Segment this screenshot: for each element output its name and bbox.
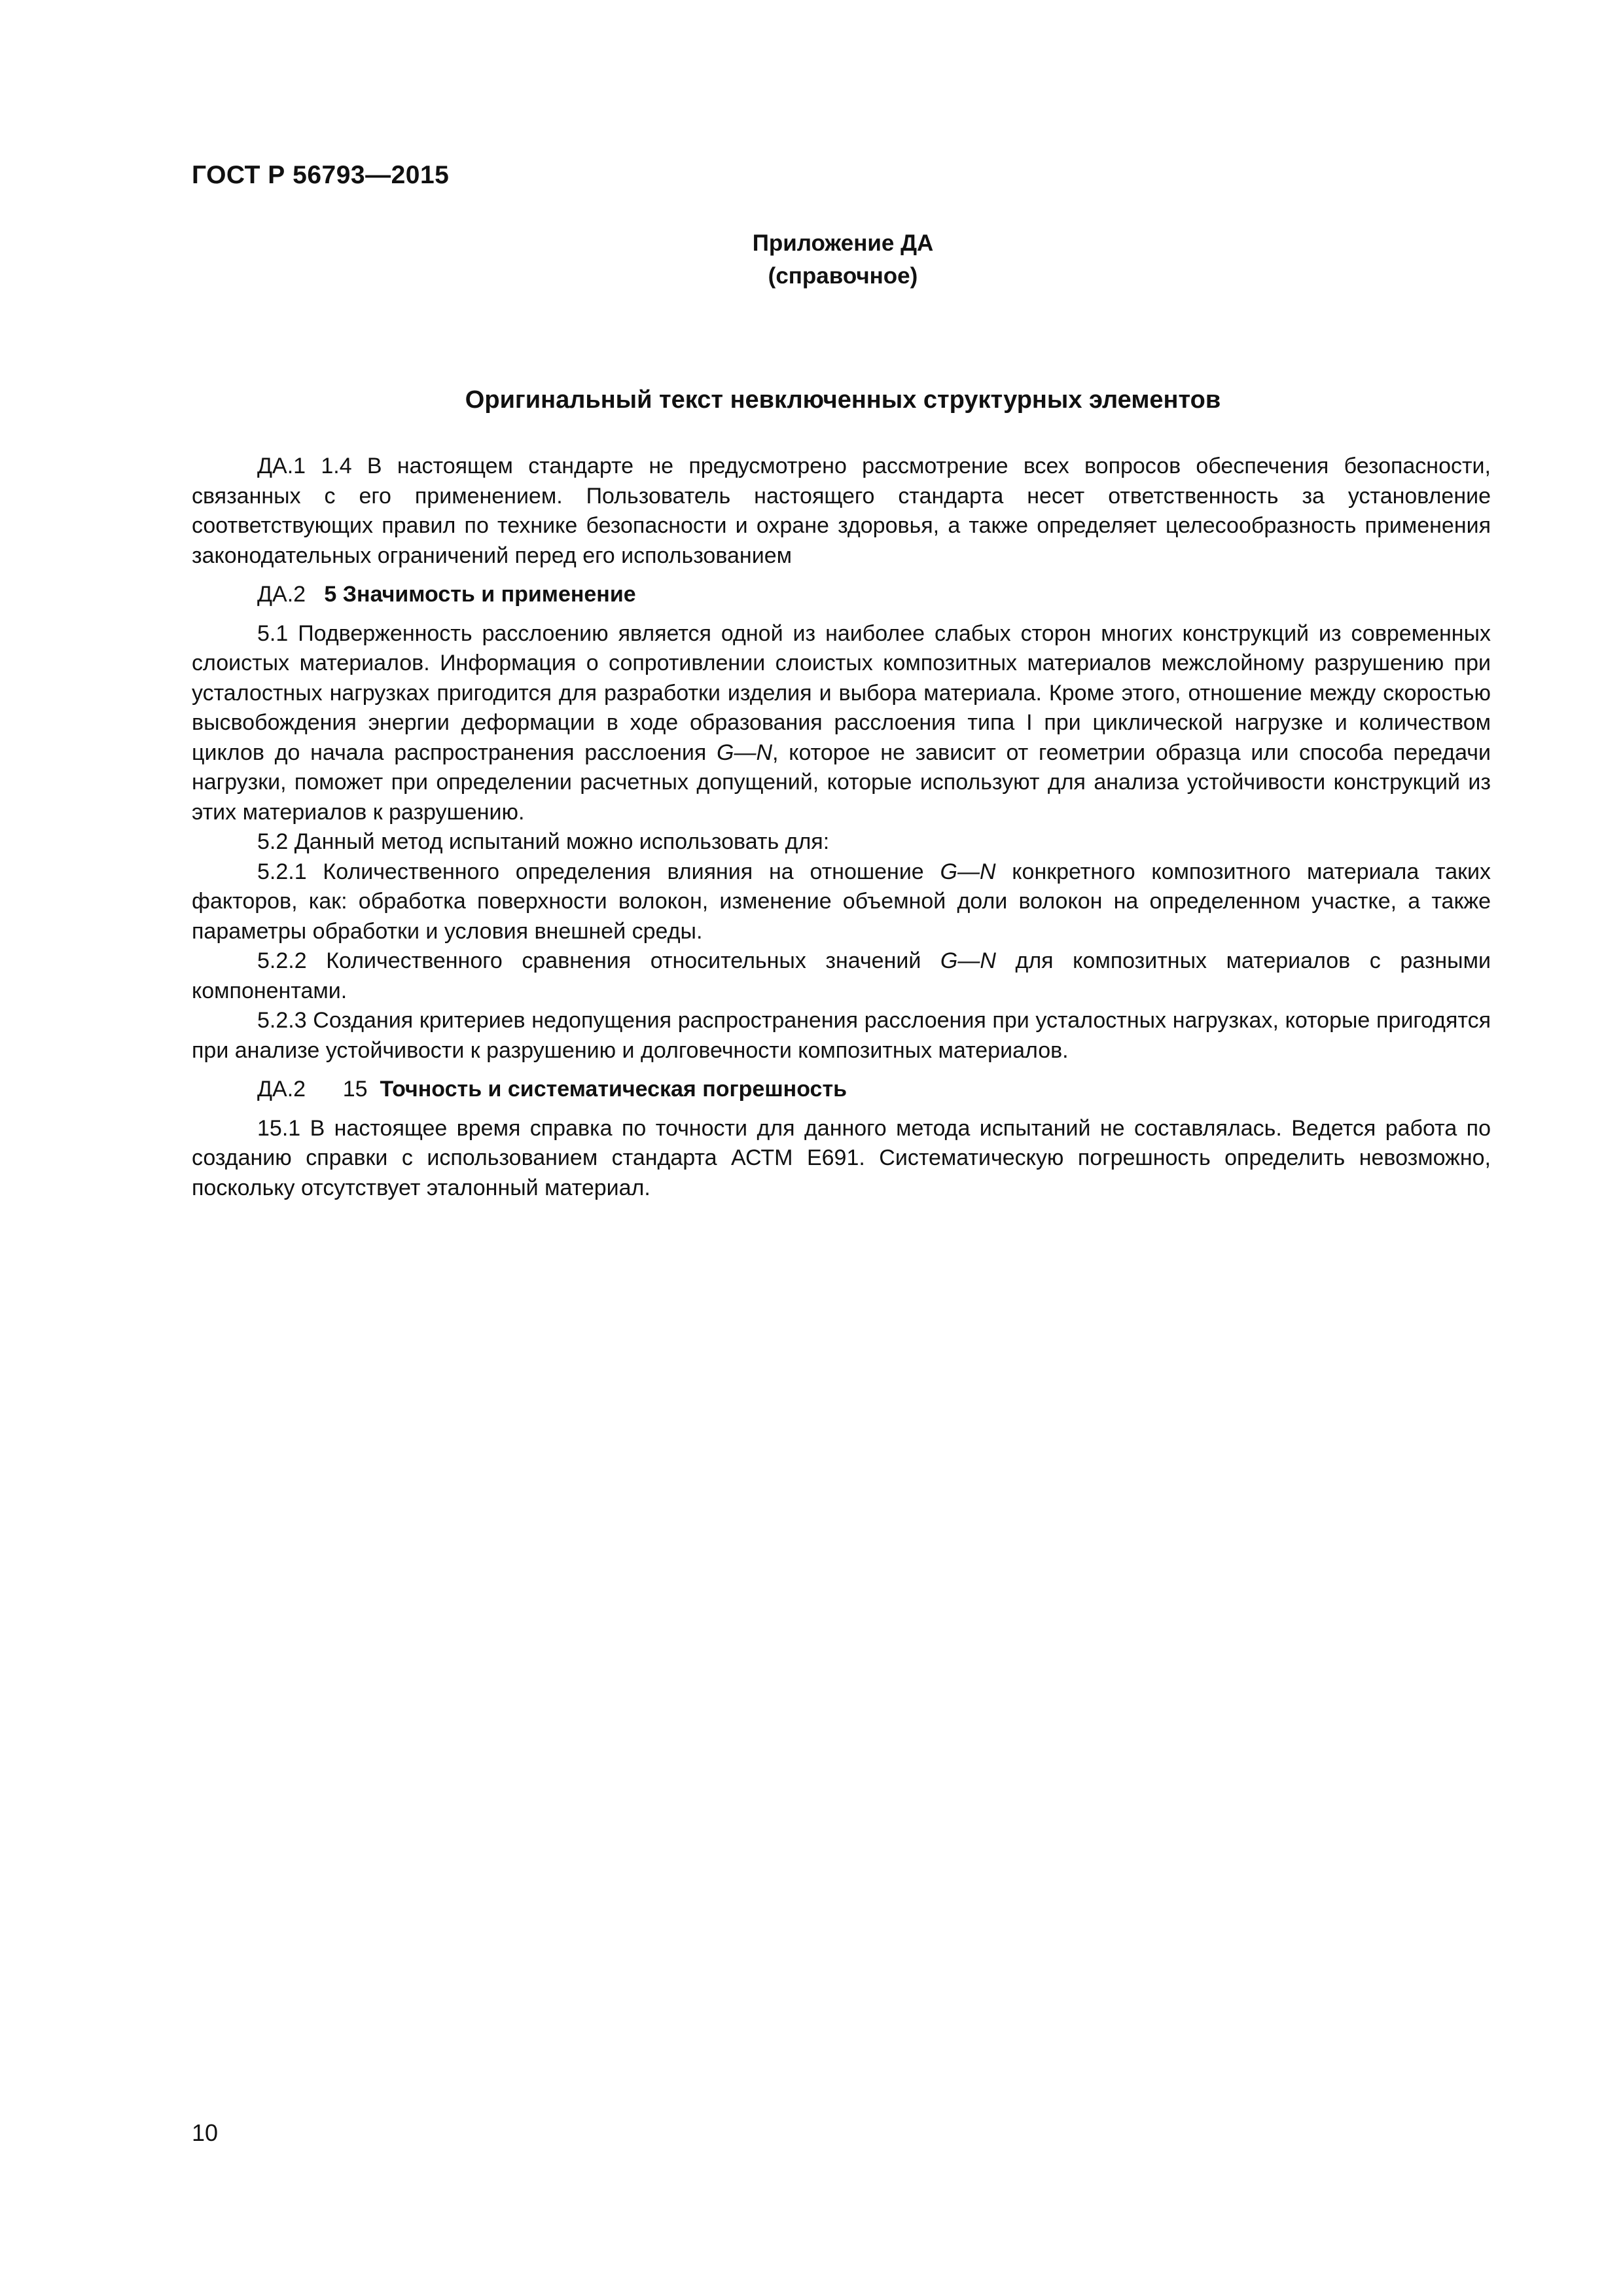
document-id: ГОСТ Р 56793—2015	[192, 161, 450, 189]
heading-prefix: ДА.2	[257, 1077, 306, 1102]
heading-title: Точность и систематическая погрешность	[380, 1077, 847, 1102]
paragraph-text: 5.2.1 Количественного определения влияния на отношение	[257, 859, 940, 884]
paragraph-text: 5.2.2 Количественного сравнения относительных значений	[257, 948, 940, 973]
appendix-label: Приложение ДА	[752, 230, 934, 256]
paragraph-text-tail: , которое не зависит от геометрии образца или способа передачи нагрузки, поможет при определении расчетных допущений, которые используют для анализа устойчивости конструкций из этих материалов к разрушению.	[192, 740, 1491, 825]
section-title: Оригинальный текст невключенных структурных элементов	[465, 386, 1221, 414]
paragraph-5-2: 5.2 Данный метод испытаний можно использовать для:	[257, 829, 830, 854]
heading-number: 15	[342, 1077, 368, 1102]
paragraph-da-1-1-4: ДА.1 1.4 В настоящем стандарте не предусмотрено рассмотрение всех вопросов обеспечения безопасности, связанных с его применением. Пользователь настоящего стандарта несет ответственность за установление соответствующих правил по технике безопасности и охране здоровья, а также определяет целесообразность применения законодательных ограничений перед его использованием	[192, 454, 1491, 568]
paragraph-15-1: 15.1 В настоящее время справка по точности для данного метода испытаний не составлялась. Ведется работа по созданию справки с использованием стандарта АСТМ Е691. Систематическую погрешность определить невозможно, поскольку отсутствует эталонный материал.	[192, 1115, 1491, 1200]
gn-term: G—N	[940, 948, 996, 973]
heading-significance	[192, 580, 1491, 610]
paragraph-text-tail: для композитных материалов с разными компонентами.	[192, 948, 1491, 1003]
document-body	[192, 452, 1491, 1203]
paragraph-5-2-2	[192, 946, 1491, 1006]
appendix-type: (справочное)	[768, 263, 918, 289]
paragraph-5-1	[192, 619, 1491, 828]
heading-prefix: ДА.2	[257, 582, 306, 607]
gn-term: G—N	[940, 859, 996, 884]
gn-term: G—N	[717, 740, 773, 765]
paragraph-5-2-3: 5.2.3 Создания критериев недопущения распространения расслоения при усталостных нагрузках, которые пригодятся при анализе устойчивости к разрушению и долговечности композитных материалов.	[192, 1008, 1491, 1063]
paragraph-text: 5.1 Подверженность расслоению является одной из наиболее слабых сторон многих конструкций из современных слоистых материалов. Информация о сопротивлении слоистых композитных материалов межслойному разрушению при усталостных нагрузках пригодится для разработки изделия и выбора материала. Кроме этого, отношение между скоростью высвобождения энергии деформации в ходе образования расслоения типа I при циклической нагрузке и количеством циклов до начала распространения расслоения	[192, 620, 1491, 765]
paragraph-5-2-1	[192, 857, 1491, 947]
heading-title: 5 Значимость и применение	[324, 582, 636, 607]
page-number: 10	[192, 2119, 219, 2146]
heading-precision	[192, 1075, 1491, 1105]
paragraph-text-tail: конкретного композитного материала таких факторов, как: обработка поверхности волокон, изменение объемной доли волокон на определенном участке, а также параметры обработки и условия внешней среды.	[192, 859, 1491, 944]
